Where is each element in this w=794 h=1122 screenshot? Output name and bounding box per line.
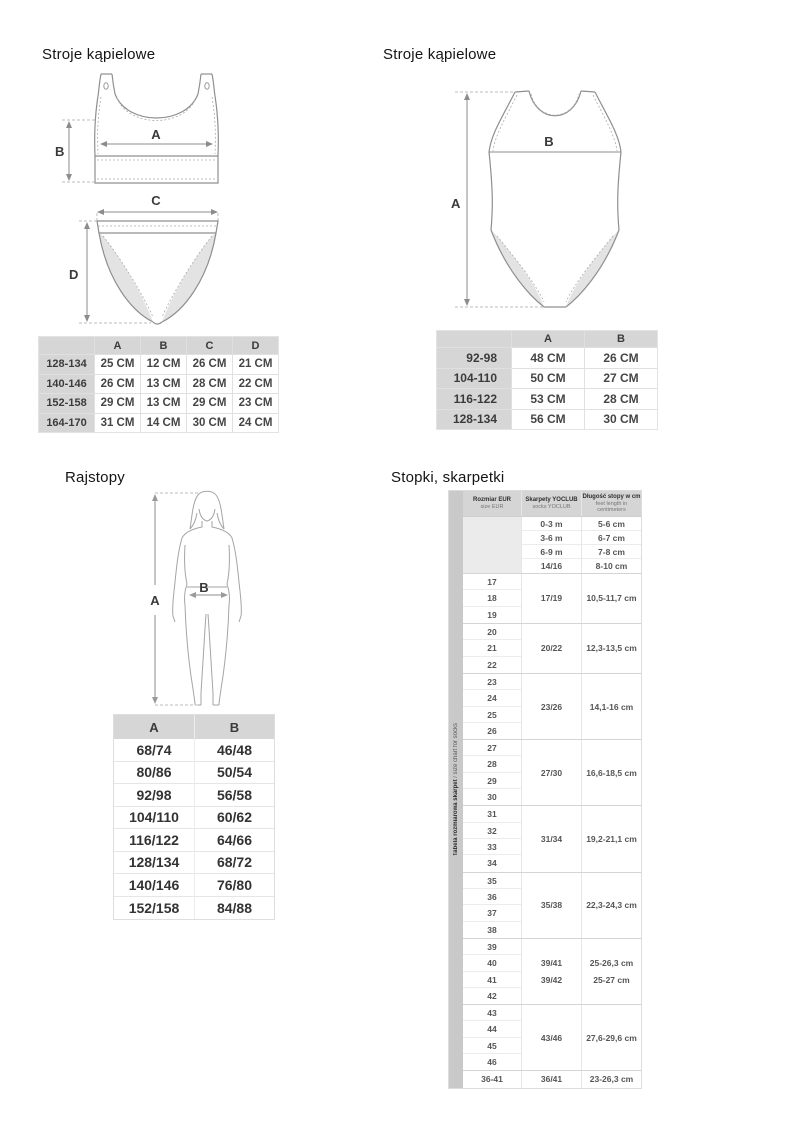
table-row [114,739,274,762]
eur-size-cell: 44 [463,1021,521,1037]
measurement-cell: 48 CM [512,348,584,368]
measure-arrow-a [101,127,212,144]
eur-size-cell: 20 [463,624,521,640]
socks-side-label-en: size chart for socks [453,722,459,775]
socks-size-group [463,574,641,624]
eur-size-cell: 40 [463,955,521,971]
table-corner-cell [39,337,94,354]
measurement-cell: 128/134 [114,852,194,875]
measurement-cell: 12 CM [141,355,186,374]
column-header-a: A [114,715,194,739]
eur-size-cell: 19 [487,609,497,620]
foot-length-cell: 19,2-21,1 cm [581,806,641,871]
eur-size-cell: 30 [487,792,497,803]
eur-size-cell: 42 [487,990,497,1001]
measure-arrow-a [451,92,543,307]
socks-column-header [463,491,521,516]
eur-size-column [463,674,521,739]
table-row [114,852,274,875]
measure-line-b [489,134,621,152]
size-label-cell: 104-110 [437,369,511,389]
infant-yoclub-column [521,517,581,573]
size-label-cell: 128-134 [437,410,511,430]
measurement-cell: 50 CM [512,369,584,389]
socks-column-header [581,491,641,516]
eur-size-cell: 17 [463,574,521,590]
column-header-b: B [585,331,657,347]
measurement-cell: 80/86 [114,762,194,785]
eur-size-cell: 33 [463,839,521,855]
measurement-cell: 116/122 [114,829,194,852]
yoclub-size-cell: 27/30 [521,740,581,805]
column-header-b: B [194,715,274,739]
one-piece-swimsuit-diagram [445,78,645,323]
table-corner-cell [437,331,511,347]
measurement-cell: 46/48 [194,739,274,762]
section-title-swim-two-piece: Stroje kąpielowe [42,46,156,63]
eur-size-cell: 39 [463,939,521,955]
eur-size-column [463,873,521,938]
measurement-cell: 30 CM [585,410,657,430]
column-header-a: A [95,337,140,354]
foot-length-value: 25-26,3 cm [589,958,634,969]
dimension-label-a: A [150,593,160,608]
measure-arrow-b [55,120,95,182]
measurement-cell: 26 CM [187,355,232,374]
measurement-cell: 22 CM [233,375,278,394]
eur-size-cell: 28 [463,756,521,772]
measurement-cell: 26 CM [585,348,657,368]
eur-size-column [463,806,521,871]
table-header-row [114,715,274,739]
eur-size-column [463,939,521,1004]
eur-size-column [463,574,521,623]
socks-column-header [521,491,581,516]
dimension-label-a: A [451,196,461,211]
yoclub-size-cell: 35/38 [521,873,581,938]
yoclub-size-cell: 43/46 [521,1005,581,1070]
one-piece-size-table [436,330,658,430]
two-piece-size-table [38,336,279,433]
measurement-cell: 21 CM [233,355,278,374]
socks-size-group [463,624,641,674]
foot-length-cell: 23-26,3 cm [581,1071,641,1087]
measurement-cell: 13 CM [141,394,186,413]
header-label-pl: Skarpety YOCLUB [525,497,578,503]
eur-size-column [463,1005,521,1070]
measurement-cell: 50/54 [194,762,274,785]
dimension-label-b: B [199,580,209,595]
table-row [114,784,274,807]
foot-length-cell: 14,1-16 cm [581,674,641,739]
header-label-en: size EUR [480,504,504,510]
socks-size-group [463,740,641,806]
column-header-d: D [233,337,278,354]
measurement-cell: 14 CM [141,414,186,433]
measurement-cell: 84/88 [194,897,274,920]
measurement-cell: 26 CM [95,375,140,394]
foot-length-cell: 22,3-24,3 cm [581,873,641,938]
eur-size-cell: 45 [463,1038,521,1054]
size-label-cell: 116-122 [437,389,511,409]
measurement-cell: 23 CM [233,394,278,413]
section-title-tights: Rajstopy [65,469,125,486]
socks-size-group [463,674,641,740]
column-header-b: B [141,337,186,354]
eur-size-cell: 21 [463,640,521,656]
yoclub-size-cell: 36/41 [521,1071,581,1087]
socks-infant-block [463,517,641,574]
yoclub-size-cell: 17/19 [521,574,581,623]
socks-size-group [463,806,641,872]
tights-size-table [113,714,275,920]
measurement-cell: 28 CM [585,389,657,409]
yoclub-size-cell: 3-6 m [522,531,581,545]
socks-size-group [463,939,641,1005]
socks-side-label-pl: Tabela rozmiarowa skarpet [453,779,459,856]
bikini-top-diagram [55,70,230,195]
header-label-pl: Rozmiar EUR [472,497,511,503]
socks-table-side-strip [449,491,463,1088]
dimension-label-b: B [544,134,554,149]
measurement-cell: 152/158 [128,899,180,916]
measurement-cell: 27 CM [585,369,657,389]
eur-size-cell: 46 [487,1057,497,1068]
socks-size-group [463,1005,641,1071]
foot-length-cell: 8-10 cm [595,561,628,571]
yoclub-size-value: 39/42 [540,974,563,985]
foot-length-cell: 7-8 cm [582,545,641,559]
size-label-cell: 92-98 [437,348,511,368]
eur-size-cell: 36-41 [481,1074,503,1085]
measurement-cell: 68/72 [194,852,274,875]
measurement-cell: 31 CM [95,414,140,433]
header-label-pl: Długość stopy w cm [582,494,641,500]
foot-length-cell: 5-6 cm [582,517,641,531]
measurement-cell: 76/80 [194,874,274,897]
eur-size-cell: 43 [463,1005,521,1021]
measurement-cell: 29 CM [95,394,140,413]
yoclub-size-cell: 23/26 [521,674,581,739]
measurement-cell: 13 CM [141,375,186,394]
dimension-label-c: C [151,195,161,208]
eur-size-cell: 35 [463,873,521,889]
size-label-cell: 140-146 [39,375,94,394]
socks-header-row [463,491,641,517]
column-header-c: C [187,337,232,354]
column-header-a: A [512,331,584,347]
socks-side-label [453,723,459,856]
header-label-en: feet length in centimeters [595,501,628,513]
measurement-cell: 60/62 [194,807,274,830]
measurement-cell: 56/58 [194,784,274,807]
foot-length-cell: 16,6-18,5 cm [581,740,641,805]
socks-footer-row [463,1071,641,1087]
size-label-cell: 164-170 [39,414,94,433]
yoclub-size-cell: 0-3 m [522,517,581,531]
table-row [114,807,274,830]
yoclub-size-value: 39/41 [540,958,563,969]
eur-size-cell: 32 [463,823,521,839]
foot-length-cell: 12,3-13,5 cm [581,624,641,673]
measurement-cell: 29 CM [187,394,232,413]
measurement-cell: 140/146 [114,874,194,897]
eur-size-cell: 37 [463,905,521,921]
section-title-socks: Stopki, skarpetki [391,469,505,486]
yoclub-size-cell: 31/34 [521,806,581,871]
foot-length-cell: 10,5-11,7 cm [581,574,641,623]
eur-size-cell: 27 [463,740,521,756]
eur-size-cell: 18 [463,590,521,606]
foot-length-value: 25-27 cm [593,974,630,985]
measurement-cell: 53 CM [512,389,584,409]
measure-arrow-c [97,195,218,221]
eur-size-cell: 26 [487,725,497,736]
eur-size-cell: 31 [463,806,521,822]
measurement-cell: 68/74 [114,739,194,762]
table-row [114,829,274,852]
size-label-cell: 152-158 [39,394,94,413]
yoclub-size-cell [521,939,581,1004]
eur-size-column [463,740,521,805]
eur-size-cell: 22 [487,659,497,670]
measurement-cell: 30 CM [187,414,232,433]
foot-length-cell [581,939,641,1004]
table-row [114,897,274,920]
infant-size-merged-cell [463,517,521,573]
dimension-label-d: D [69,267,79,282]
header-label-en: socks YOCLUB [532,504,571,510]
eur-size-cell: 38 [487,924,497,935]
measurement-cell: 104/110 [114,807,194,830]
eur-size-cell: 24 [463,690,521,706]
eur-size-column [463,624,521,673]
body-figure-diagram [140,483,290,711]
yoclub-size-cell: 14/16 [540,561,563,571]
dimension-label-b: B [55,144,65,159]
socks-size-table [448,490,642,1089]
dimension-label-a: A [151,127,161,142]
section-title-swim-one-piece: Stroje kąpielowe [383,46,497,63]
measurement-cell: 24 CM [233,414,278,433]
eur-size-cell: 23 [463,674,521,690]
measurement-cell: 92/98 [114,784,194,807]
measurement-cell: 25 CM [95,355,140,374]
foot-length-cell: 27,6-29,6 cm [581,1005,641,1070]
measurement-cell: 28 CM [187,375,232,394]
table-row [114,762,274,785]
table-row [114,874,274,897]
infant-length-column [581,517,641,573]
eur-size-cell: 29 [463,773,521,789]
yoclub-size-cell: 20/22 [521,624,581,673]
eur-size-cell: 25 [463,707,521,723]
eur-size-cell: 36 [463,889,521,905]
bikini-briefs-diagram [55,195,230,330]
measurement-cell: 64/66 [194,829,274,852]
foot-length-cell: 6-7 cm [582,531,641,545]
socks-size-group [463,873,641,939]
measurement-cell: 56 CM [512,410,584,430]
eur-size-cell: 41 [463,972,521,988]
yoclub-size-cell: 6-9 m [522,545,581,559]
socks-table-body [463,491,641,1088]
eur-size-cell: 34 [487,858,497,869]
size-label-cell: 128-134 [39,355,94,374]
socks-side-label-separator: / [453,774,459,780]
